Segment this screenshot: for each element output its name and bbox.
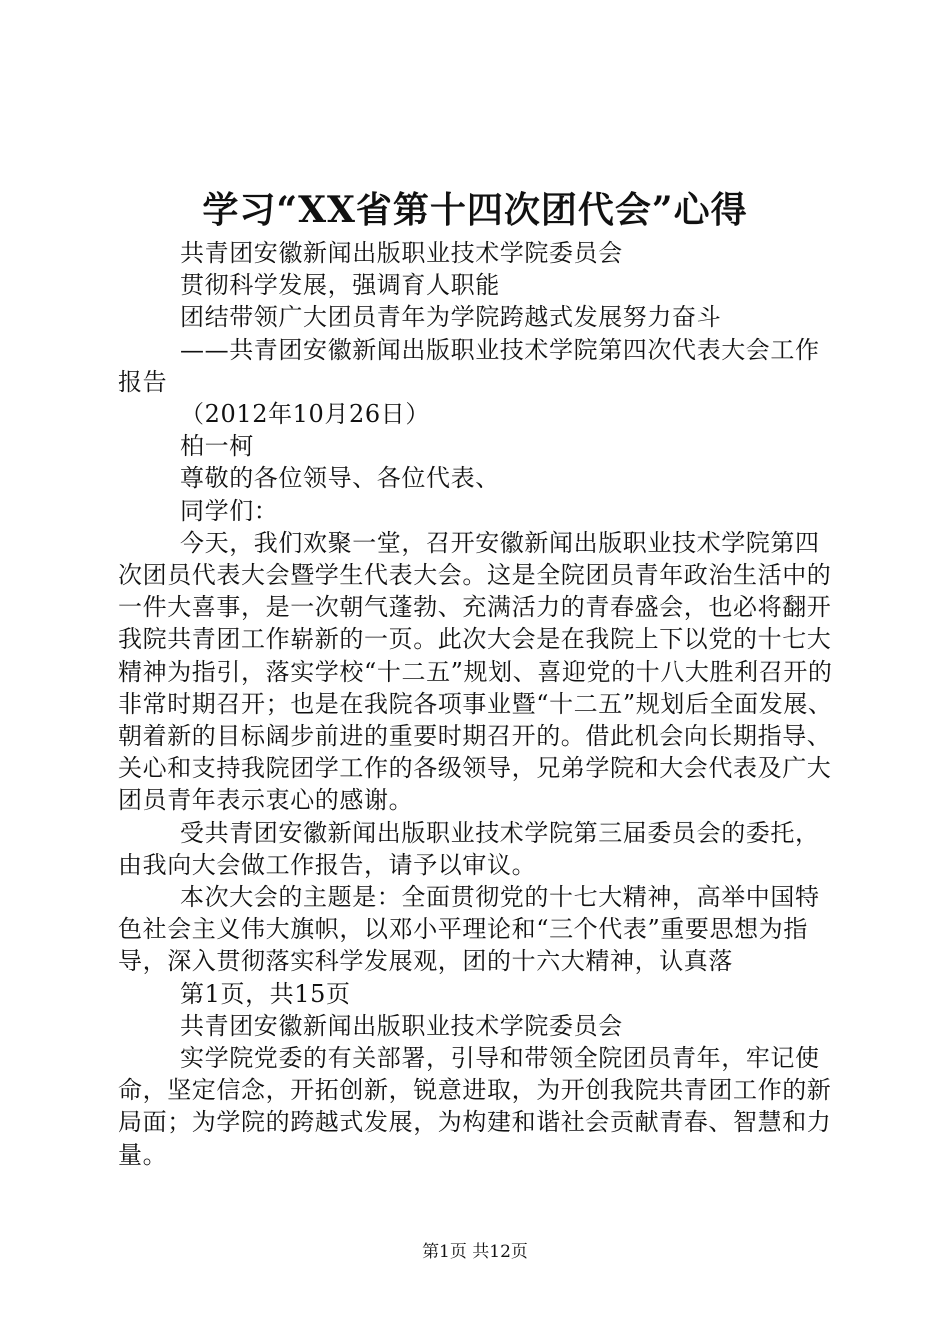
subtitle-line-1: 贯彻科学发展，强调育人职能: [180, 271, 500, 300]
paragraph-continuation: 实学院党委的有关部署，引导和带领全院团员青年，牢记使命，坚定信念，开拓创新，锐意进取，为开创我院共青团工作的新局面；为学院的跨越式发展，为构建和谐社会贡献青春、智慧和力量。: [118, 1044, 832, 1169]
salutation-line-1: 尊敬的各位领导、各位代表、: [180, 464, 500, 493]
org-name-line: 共青团安徽新闻出版职业技术学院委员会: [180, 239, 623, 267]
inline-page-number: 第1页，共15页: [180, 979, 351, 1008]
date-line: （2012年10月26日）: [180, 400, 430, 429]
document-body: [118, 237, 842, 1171]
repeated-header-line: 共青团安徽新闻出版职业技术学院委员会: [180, 1011, 623, 1040]
author-line: 柏一柯: [180, 432, 254, 461]
paragraph-opening: 今天，我们欢聚一堂，召开安徽新闻出版职业技术学院第四次团员代表大会暨学生代表大会。这是全院团员青年政治生活中的一件大喜事，是一次朝气蓬勃、充满活力的青春盛会，也必将翻开我院共青团工作崭新的一页。此次大会是在我院上下以党的十七大精神为指引，落实学校“十二五”规划、喜迎党的十八大胜利召开的非常时期召开；也是在我院各项事业暨“十二五”规划后全面发展、朝着新的目标阔步前进的重要时期召开的。借此机会向长期指导、关心和支持我院团学工作的各级领导，兄弟学院和大会代表及广大团员青年表示衷心的感谢。: [118, 528, 833, 815]
page-footer: 第1页 共12页: [422, 1242, 528, 1262]
paragraph-commission: 受共青团安徽新闻出版职业技术学院第三届委员会的委托，由我向大会做工作报告，请予以审议。: [118, 818, 820, 879]
subtitle-line-2: 团结带领广大团员青年为学院跨越式发展努力奋斗: [180, 303, 722, 332]
document-title: 学习“XX省第十四次团代会”心得: [202, 189, 748, 231]
paragraph-theme: 本次大会的主题是：全面贯彻党的十七大精神，高举中国特色社会主义伟大旗帜，以邓小平理论和“三个代表”重要思想为指导，深入贯彻落实科学发展观，团的十六大精神，认真落: [118, 883, 820, 976]
salutation-line-2: 同学们：: [180, 496, 279, 525]
report-title-line: ——共青团安徽新闻出版职业技术学院第四次代表大会工作报告: [118, 335, 820, 396]
